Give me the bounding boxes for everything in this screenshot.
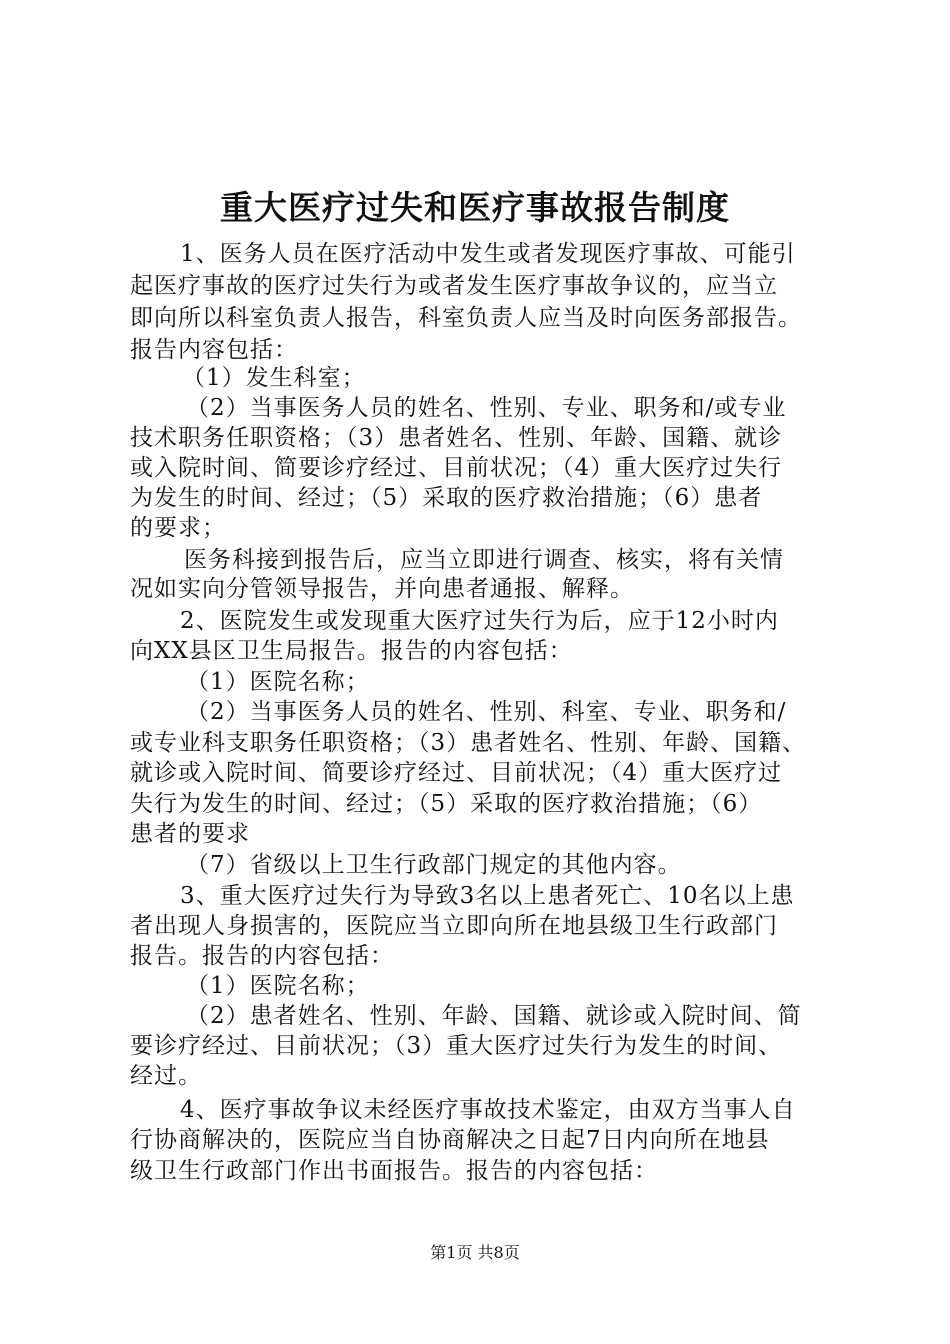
body-line: 起医疗事故的医疗过失行为或者发生医疗事故争议的，应当立 — [130, 273, 778, 299]
body-line: 者出现人身损害的，医院应当立即向所在地县级卫生行政部门 — [130, 913, 778, 939]
body-line: 失行为发生的时间、经过；（5）采取的医疗救治措施；（6） — [130, 791, 763, 817]
body-line: （7）省级以上卫生行政部门规定的其他内容。 — [186, 852, 682, 878]
body-line: （1）医院名称； — [186, 973, 370, 999]
document-title: 重大医疗过失和医疗事故报告制度 — [220, 188, 730, 227]
body-line: 报告。报告的内容包括： — [130, 943, 394, 969]
body-line: 患者的要求 — [130, 821, 250, 847]
body-line: 1、医务人员在医疗活动中发生或者发现医疗事故、可能引 — [180, 241, 796, 267]
body-line: 即向所以科室负责人报告，科室负责人应当及时向医务部报告。 — [130, 305, 802, 331]
body-line: 2、医院发生或发现重大医疗过失行为后，应于12小时内 — [180, 608, 779, 634]
body-line: （2）当事医务人员的姓名、性别、科室、专业、职务和/ — [186, 699, 787, 725]
body-line: （1）发生科室； — [182, 365, 366, 391]
body-line: 向XX县区卫生局报告。报告的内容包括： — [130, 638, 573, 664]
page-number-footer: 第1页 共8页 — [430, 1243, 520, 1262]
body-line: 级卫生行政部门作出书面报告。报告的内容包括： — [130, 1158, 658, 1184]
body-line: （1）医院名称； — [186, 669, 370, 695]
body-line: 要诊疗经过、目前状况；（3）重大医疗过失行为发生的时间、 — [130, 1033, 783, 1059]
body-line: 况如实向分管领导报告，并向患者通报、解释。 — [130, 576, 634, 602]
body-line: （2）患者姓名、性别、年龄、国籍、就诊或入院时间、简 — [186, 1003, 802, 1029]
body-line: 经过。 — [130, 1063, 202, 1089]
body-line: （2）当事医务人员的姓名、性别、专业、职务和/或专业 — [186, 395, 787, 421]
body-line: 或专业科支职务任职资格；（3）患者姓名、性别、年龄、国籍、 — [130, 730, 807, 756]
body-line: 为发生的时间、经过；（5）采取的医疗救治措施；（6）患者 — [130, 485, 763, 511]
body-line: 医务科接到报告后，应当立即进行调查、核实，将有关情 — [184, 547, 784, 573]
body-line: 行协商解决的，医院应当自协商解决之日起7日内向所在地县 — [130, 1127, 770, 1153]
body-line: 技术职务任职资格；（3）患者姓名、性别、年龄、国籍、就诊 — [130, 425, 783, 451]
body-line: 3、重大医疗过失行为导致3名以上患者死亡、10名以上患 — [180, 883, 795, 909]
body-line: 报告内容包括： — [130, 337, 298, 363]
body-line: 的要求； — [130, 515, 226, 541]
body-line: 就诊或入院时间、简要诊疗经过、目前状况；（4）重大医疗过 — [130, 760, 783, 786]
body-line: 或入院时间、简要诊疗经过、目前状况；（4）重大医疗过失行 — [130, 455, 783, 481]
body-line: 4、医疗事故争议未经医疗事故技术鉴定，由双方当事人自 — [180, 1097, 796, 1123]
